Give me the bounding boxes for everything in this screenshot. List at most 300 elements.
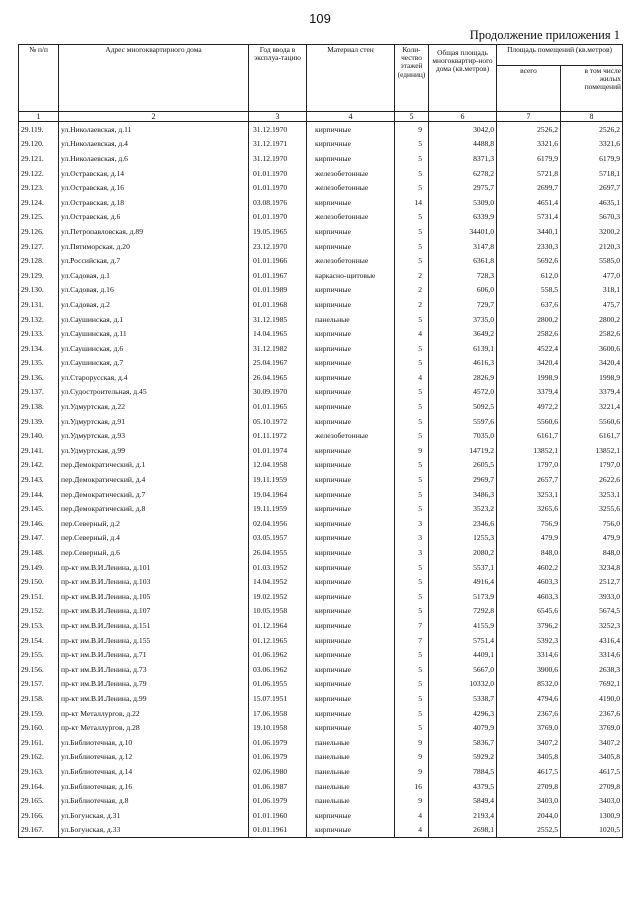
row-premises-residential: 2709,8 — [561, 779, 623, 794]
row-premises-all: 2044,0 — [497, 808, 561, 823]
row-total-area: 4296,3 — [429, 706, 497, 721]
table-row — [19, 823, 623, 838]
row-premises-residential: 6161,7 — [561, 428, 623, 443]
row-premises-all: 479,9 — [497, 531, 561, 546]
column-number: 7 — [497, 112, 561, 122]
row-total-area: 5092,5 — [429, 399, 497, 414]
row-floors: 5 — [395, 487, 429, 502]
row-premises-residential: 5585,0 — [561, 253, 623, 268]
row-total-area: 4488,8 — [429, 137, 497, 152]
row-material: кирпичные — [307, 808, 395, 823]
row-premises-residential: 318,1 — [561, 283, 623, 298]
header-num: № п/п — [19, 45, 59, 112]
row-number: 29.134. — [19, 341, 59, 356]
row-number: 29.126. — [19, 224, 59, 239]
row-total-area: 5338,7 — [429, 691, 497, 706]
row-number: 29.159. — [19, 706, 59, 721]
row-address: ул.Николаевская, д.4 — [59, 137, 249, 152]
table-row — [19, 180, 623, 195]
row-year: 26.04.1965 — [249, 370, 307, 385]
row-floors: 5 — [395, 356, 429, 371]
row-premises-residential: 3933,0 — [561, 589, 623, 604]
table-row — [19, 239, 623, 254]
row-address: пер.Северный, д.6 — [59, 545, 249, 560]
row-material: кирпичные — [307, 297, 395, 312]
row-address: ул.Саушинская, д.1 — [59, 312, 249, 327]
row-premises-all: 2699,7 — [497, 180, 561, 195]
row-premises-all: 4972,2 — [497, 399, 561, 414]
row-premises-residential: 3314,6 — [561, 647, 623, 662]
row-premises-all: 3405,8 — [497, 750, 561, 765]
row-total-area: 2969,7 — [429, 472, 497, 487]
row-year: 30.09.1970 — [249, 385, 307, 400]
row-total-area: 6278,2 — [429, 166, 497, 181]
row-total-area: 7292,8 — [429, 604, 497, 619]
row-premises-residential: 5674,5 — [561, 604, 623, 619]
row-premises-residential: 477,0 — [561, 268, 623, 283]
row-material: кирпичные — [307, 195, 395, 210]
row-number: 29.136. — [19, 370, 59, 385]
row-total-area: 3486,3 — [429, 487, 497, 502]
row-premises-all: 637,6 — [497, 297, 561, 312]
row-address: ул.Остравская, д.16 — [59, 180, 249, 195]
row-premises-residential: 5670,3 — [561, 210, 623, 225]
row-premises-all: 2330,3 — [497, 239, 561, 254]
row-address: пр-кт им.В.И.Ленина, д.73 — [59, 662, 249, 677]
row-material: кирпичные — [307, 239, 395, 254]
row-total-area: 5597,6 — [429, 414, 497, 429]
column-number: 4 — [307, 112, 395, 122]
row-floors: 5 — [395, 706, 429, 721]
row-material: кирпичные — [307, 662, 395, 677]
row-premises-all: 4602,2 — [497, 560, 561, 575]
row-premises-all: 3407,2 — [497, 735, 561, 750]
row-number: 29.122. — [19, 166, 59, 181]
row-premises-residential: 4617,5 — [561, 764, 623, 779]
table-body — [19, 122, 623, 838]
row-material: кирпичные — [307, 589, 395, 604]
row-total-area: 728,3 — [429, 268, 497, 283]
row-floors: 7 — [395, 618, 429, 633]
row-number: 29.135. — [19, 356, 59, 371]
row-year: 01.06.1979 — [249, 750, 307, 765]
row-address: ул.Удмуртская, д.93 — [59, 428, 249, 443]
row-year: 01.06.1962 — [249, 647, 307, 662]
row-number: 29.146. — [19, 516, 59, 531]
row-premises-all: 612,0 — [497, 268, 561, 283]
row-floors: 5 — [395, 589, 429, 604]
row-total-area: 4616,3 — [429, 356, 497, 371]
row-address: пр-кт им.В.И.Ленина, д.103 — [59, 574, 249, 589]
row-address: ул.Удмуртская, д.99 — [59, 443, 249, 458]
row-premises-all: 4603,3 — [497, 574, 561, 589]
row-premises-residential: 6179,9 — [561, 151, 623, 166]
row-address: пер.Демократический, д.4 — [59, 472, 249, 487]
row-material: кирпичные — [307, 458, 395, 473]
table-row — [19, 224, 623, 239]
column-number: 5 — [395, 112, 429, 122]
row-floors: 5 — [395, 501, 429, 516]
row-material: кирпичные — [307, 691, 395, 706]
row-address: ул.Старорусская, д.4 — [59, 370, 249, 385]
row-premises-all: 2552,5 — [497, 823, 561, 838]
row-number: 29.125. — [19, 210, 59, 225]
row-year: 31.12.1982 — [249, 341, 307, 356]
row-floors: 7 — [395, 633, 429, 648]
row-premises-all: 3900,6 — [497, 662, 561, 677]
row-premises-all: 1998,9 — [497, 370, 561, 385]
table-row — [19, 545, 623, 560]
row-year: 12.04.1958 — [249, 458, 307, 473]
row-premises-all: 3314,6 — [497, 647, 561, 662]
row-total-area: 6139,1 — [429, 341, 497, 356]
row-premises-all: 4617,5 — [497, 764, 561, 779]
row-floors: 5 — [395, 180, 429, 195]
table-row — [19, 472, 623, 487]
table-row — [19, 793, 623, 808]
row-total-area: 2698,1 — [429, 823, 497, 838]
row-material: панельные — [307, 735, 395, 750]
row-material: кирпичные — [307, 487, 395, 502]
row-floors: 5 — [395, 341, 429, 356]
row-material: кирпичные — [307, 706, 395, 721]
table-row — [19, 210, 623, 225]
row-address: ул.Удмуртская, д.22 — [59, 399, 249, 414]
table-row — [19, 370, 623, 385]
row-floors: 5 — [395, 560, 429, 575]
row-number: 29.162. — [19, 750, 59, 765]
row-material: кирпичные — [307, 677, 395, 692]
table-row — [19, 589, 623, 604]
row-number: 29.157. — [19, 677, 59, 692]
row-material: панельные — [307, 764, 395, 779]
row-premises-residential: 3403,0 — [561, 793, 623, 808]
row-floors: 5 — [395, 137, 429, 152]
table-row — [19, 326, 623, 341]
row-premises-all: 2526,2 — [497, 122, 561, 137]
row-floors: 5 — [395, 662, 429, 677]
table-row — [19, 195, 623, 210]
row-floors: 5 — [395, 224, 429, 239]
row-year: 03.05.1957 — [249, 531, 307, 546]
row-material: железобетонные — [307, 166, 395, 181]
row-number: 29.158. — [19, 691, 59, 706]
row-address: ул.Библиотечная, д.14 — [59, 764, 249, 779]
row-total-area: 7884,5 — [429, 764, 497, 779]
row-material: кирпичные — [307, 443, 395, 458]
table-row — [19, 677, 623, 692]
row-premises-residential: 3405,8 — [561, 750, 623, 765]
row-number: 29.150. — [19, 574, 59, 589]
row-total-area: 5929,2 — [429, 750, 497, 765]
row-material: кирпичные — [307, 618, 395, 633]
table-row — [19, 151, 623, 166]
row-premises-residential: 7692,1 — [561, 677, 623, 692]
row-address: пр-кт им.В.И.Ленина, д.99 — [59, 691, 249, 706]
row-year: 05.10.1972 — [249, 414, 307, 429]
row-number: 29.144. — [19, 487, 59, 502]
row-material: кирпичные — [307, 385, 395, 400]
row-number: 29.154. — [19, 633, 59, 648]
row-year: 01.01.1970 — [249, 210, 307, 225]
row-material: кирпичные — [307, 283, 395, 298]
row-total-area: 5309,0 — [429, 195, 497, 210]
row-number: 29.145. — [19, 501, 59, 516]
row-floors: 9 — [395, 122, 429, 137]
row-address: пер.Северный, д.2 — [59, 516, 249, 531]
table-row — [19, 166, 623, 181]
table-row — [19, 443, 623, 458]
row-floors: 5 — [395, 604, 429, 619]
row-number: 29.124. — [19, 195, 59, 210]
row-floors: 3 — [395, 531, 429, 546]
row-premises-residential: 756,0 — [561, 516, 623, 531]
row-premises-all: 4651,4 — [497, 195, 561, 210]
row-premises-residential: 3769,0 — [561, 720, 623, 735]
row-material: кирпичные — [307, 399, 395, 414]
row-number: 29.149. — [19, 560, 59, 575]
row-number: 29.147. — [19, 531, 59, 546]
row-year: 19.05.1965 — [249, 224, 307, 239]
row-address: ул.Остравская, д.6 — [59, 210, 249, 225]
row-material: кирпичные — [307, 516, 395, 531]
row-number: 29.165. — [19, 793, 59, 808]
row-address: ул.Николаевская, д.11 — [59, 122, 249, 137]
row-premises-all: 558,5 — [497, 283, 561, 298]
row-address: ул.Остравская, д.18 — [59, 195, 249, 210]
row-material: панельные — [307, 312, 395, 327]
row-premises-residential: 13852,1 — [561, 443, 623, 458]
row-floors: 3 — [395, 545, 429, 560]
row-material: кирпичные — [307, 137, 395, 152]
row-number: 29.143. — [19, 472, 59, 487]
row-total-area: 5836,7 — [429, 735, 497, 750]
row-year: 19.11.1959 — [249, 472, 307, 487]
row-floors: 5 — [395, 458, 429, 473]
table-row — [19, 647, 623, 662]
row-number: 29.137. — [19, 385, 59, 400]
row-material: кирпичные — [307, 501, 395, 516]
row-year: 01.03.1952 — [249, 560, 307, 575]
table-row — [19, 735, 623, 750]
row-material: кирпичные — [307, 545, 395, 560]
row-address: ул.Садовая, д.1 — [59, 268, 249, 283]
table-row — [19, 691, 623, 706]
row-floors: 5 — [395, 691, 429, 706]
row-total-area: 14719,2 — [429, 443, 497, 458]
row-floors: 5 — [395, 574, 429, 589]
row-material: железобетонные — [307, 253, 395, 268]
row-total-area: 2080,2 — [429, 545, 497, 560]
row-number: 29.142. — [19, 458, 59, 473]
row-premises-residential: 4316,4 — [561, 633, 623, 648]
row-premises-all: 5692,6 — [497, 253, 561, 268]
row-floors: 5 — [395, 428, 429, 443]
row-premises-all: 2800,2 — [497, 312, 561, 327]
row-total-area: 5667,0 — [429, 662, 497, 677]
page-number: 109 — [309, 11, 331, 26]
row-year: 03.08.1976 — [249, 195, 307, 210]
row-floors: 5 — [395, 385, 429, 400]
row-premises-all: 5721,8 — [497, 166, 561, 181]
row-number: 29.140. — [19, 428, 59, 443]
row-premises-residential: 2526,2 — [561, 122, 623, 137]
row-premises-residential: 2638,3 — [561, 662, 623, 677]
row-floors: 5 — [395, 239, 429, 254]
table-row — [19, 750, 623, 765]
row-premises-residential: 475,7 — [561, 297, 623, 312]
row-number: 29.153. — [19, 618, 59, 633]
row-total-area: 6339,9 — [429, 210, 497, 225]
row-floors: 4 — [395, 370, 429, 385]
row-address: ул.Пятиморская, д.20 — [59, 239, 249, 254]
table-row — [19, 253, 623, 268]
row-floors: 2 — [395, 268, 429, 283]
table-row — [19, 356, 623, 371]
row-premises-residential: 2697,7 — [561, 180, 623, 195]
row-total-area: 7035,0 — [429, 428, 497, 443]
table-row — [19, 560, 623, 575]
table-row — [19, 764, 623, 779]
row-total-area: 3042,0 — [429, 122, 497, 137]
table-row — [19, 808, 623, 823]
row-year: 01.01.1966 — [249, 253, 307, 268]
row-number: 29.167. — [19, 823, 59, 838]
row-year: 25.04.1967 — [249, 356, 307, 371]
table-row — [19, 428, 623, 443]
row-total-area: 2193,4 — [429, 808, 497, 823]
row-total-area: 6361,8 — [429, 253, 497, 268]
housing-table — [18, 44, 623, 838]
row-floors: 9 — [395, 793, 429, 808]
row-floors: 5 — [395, 414, 429, 429]
row-number: 29.148. — [19, 545, 59, 560]
row-address: пр-кт им.В.И.Ленина, д.101 — [59, 560, 249, 575]
row-premises-residential: 2367,6 — [561, 706, 623, 721]
row-material: кирпичные — [307, 356, 395, 371]
row-address: пр-кт Металлургов, д.28 — [59, 720, 249, 735]
row-total-area: 1255,3 — [429, 531, 497, 546]
row-premises-all: 3440,1 — [497, 224, 561, 239]
row-address: ул.Судостроительная, д.45 — [59, 385, 249, 400]
table-row — [19, 706, 623, 721]
row-address: пр-кт им.В.И.Ленина, д.107 — [59, 604, 249, 619]
row-number: 29.155. — [19, 647, 59, 662]
row-number: 29.123. — [19, 180, 59, 195]
row-premises-residential: 3379,4 — [561, 385, 623, 400]
row-year: 01.01.1974 — [249, 443, 307, 458]
header-premises-all: всего — [497, 66, 561, 112]
row-floors: 4 — [395, 823, 429, 838]
table-row — [19, 268, 623, 283]
row-premises-all: 3321,6 — [497, 137, 561, 152]
row-material: кирпичные — [307, 341, 395, 356]
row-floors: 9 — [395, 735, 429, 750]
row-total-area: 4079,9 — [429, 720, 497, 735]
row-floors: 2 — [395, 283, 429, 298]
row-material: железобетонные — [307, 428, 395, 443]
row-floors: 5 — [395, 253, 429, 268]
row-floors: 9 — [395, 764, 429, 779]
row-number: 29.163. — [19, 764, 59, 779]
row-premises-all: 3796,2 — [497, 618, 561, 633]
column-number: 8 — [561, 112, 623, 122]
row-material: кирпичные — [307, 720, 395, 735]
row-address: ул.Российская, д.7 — [59, 253, 249, 268]
row-year: 01.12.1964 — [249, 618, 307, 633]
row-year: 19.10.1958 — [249, 720, 307, 735]
row-premises-all: 1797,0 — [497, 458, 561, 473]
row-premises-residential: 2120,3 — [561, 239, 623, 254]
row-premises-all: 3769,0 — [497, 720, 561, 735]
row-floors: 5 — [395, 720, 429, 735]
row-number: 29.133. — [19, 326, 59, 341]
row-address: ул.Удмуртская, д.91 — [59, 414, 249, 429]
row-address: ул.Библиотечная, д.10 — [59, 735, 249, 750]
row-premises-residential: 3252,3 — [561, 618, 623, 633]
row-material: кирпичные — [307, 560, 395, 575]
row-total-area: 2975,7 — [429, 180, 497, 195]
row-total-area: 5173,9 — [429, 589, 497, 604]
row-year: 01.01.1961 — [249, 823, 307, 838]
row-number: 29.130. — [19, 283, 59, 298]
row-material: кирпичные — [307, 823, 395, 838]
row-address: ул.Садовая, д.2 — [59, 297, 249, 312]
row-address: ул.Остравская, д.14 — [59, 166, 249, 181]
table-row — [19, 633, 623, 648]
row-premises-residential: 848,0 — [561, 545, 623, 560]
table-row — [19, 341, 623, 356]
row-material: кирпичные — [307, 472, 395, 487]
row-address: пер.Демократический, д.7 — [59, 487, 249, 502]
row-material: панельные — [307, 793, 395, 808]
row-floors: 5 — [395, 677, 429, 692]
header-address: Адрес многоквартирного дома — [59, 45, 249, 112]
row-material: кирпичные — [307, 574, 395, 589]
row-premises-all: 3420,4 — [497, 356, 561, 371]
row-premises-residential: 4190,0 — [561, 691, 623, 706]
row-total-area: 3735,0 — [429, 312, 497, 327]
row-premises-all: 2367,6 — [497, 706, 561, 721]
row-address: пр-кт им.В.И.Ленина, д.71 — [59, 647, 249, 662]
row-floors: 5 — [395, 210, 429, 225]
row-premises-residential: 2622,6 — [561, 472, 623, 487]
row-year: 17.06.1958 — [249, 706, 307, 721]
row-year: 03.06.1962 — [249, 662, 307, 677]
column-number: 1 — [19, 112, 59, 122]
row-premises-residential: 3234,8 — [561, 560, 623, 575]
row-number: 29.119. — [19, 122, 59, 137]
row-premises-residential: 1797,0 — [561, 458, 623, 473]
row-premises-residential: 2582,6 — [561, 326, 623, 341]
row-number: 29.166. — [19, 808, 59, 823]
row-material: кирпичные — [307, 122, 395, 137]
row-floors: 4 — [395, 326, 429, 341]
row-premises-all: 6545,6 — [497, 604, 561, 619]
row-address: ул.Петропавловская, д.89 — [59, 224, 249, 239]
table-row — [19, 779, 623, 794]
row-year: 01.01.1967 — [249, 268, 307, 283]
column-number: 6 — [429, 112, 497, 122]
header-premises-area: Площадь помещений (кв.метров) — [497, 45, 623, 66]
row-premises-residential: 4635,1 — [561, 195, 623, 210]
row-material: кирпичные — [307, 633, 395, 648]
row-premises-all: 2582,6 — [497, 326, 561, 341]
row-year: 31.12.1985 — [249, 312, 307, 327]
row-floors: 5 — [395, 399, 429, 414]
row-total-area: 10332,0 — [429, 677, 497, 692]
row-year: 19.04.1964 — [249, 487, 307, 502]
